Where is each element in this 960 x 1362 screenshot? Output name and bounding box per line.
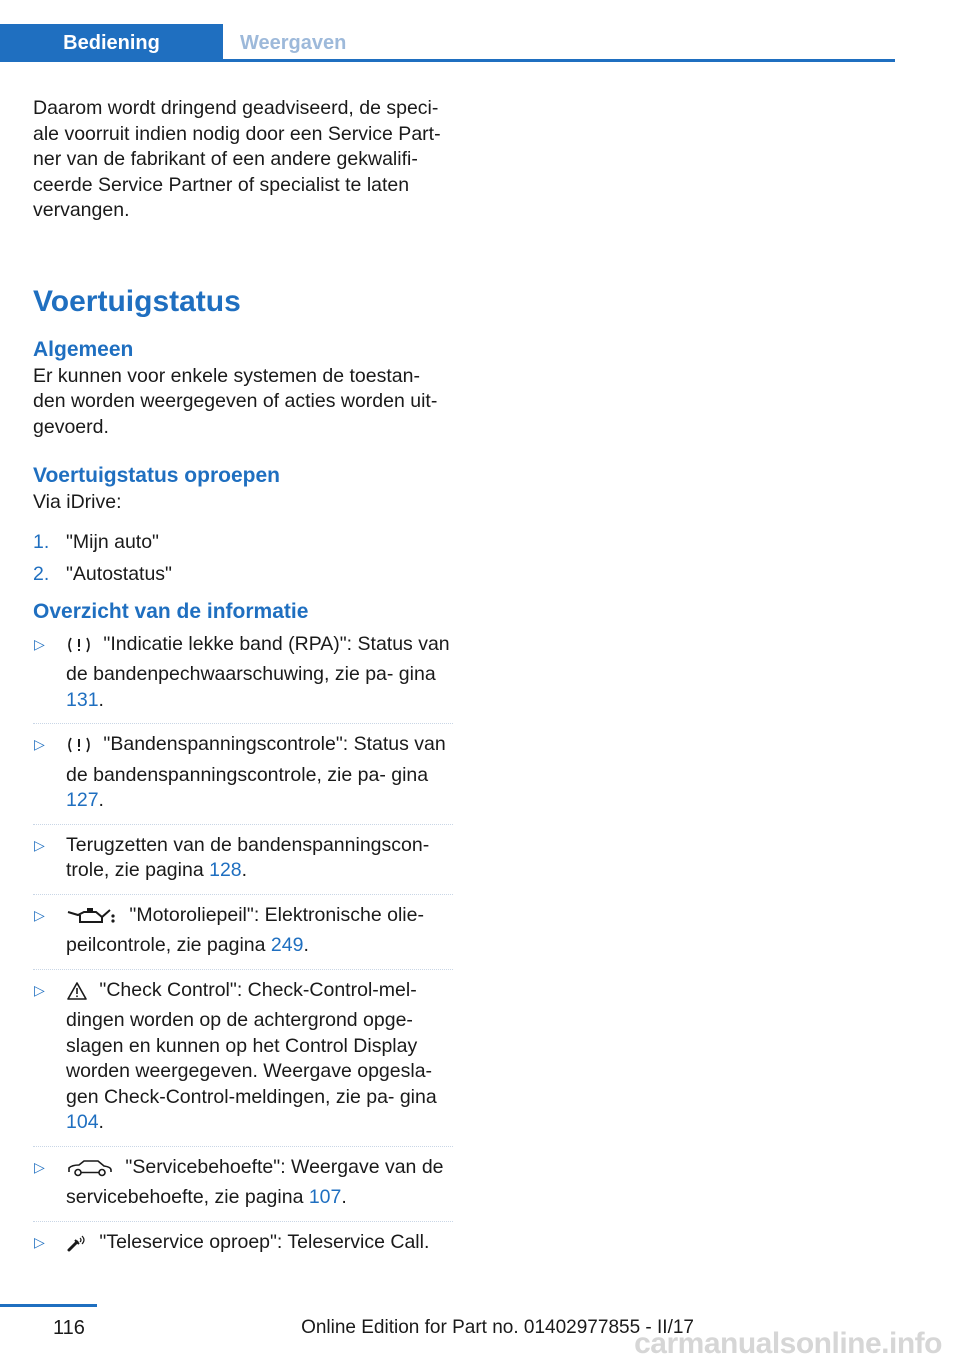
tab-bediening[interactable]: Bediening [0, 24, 223, 62]
list-item [33, 1155, 453, 1222]
item-text: "Check Control": Check-Control-mel‐ dingen worden op de achtergrond opge‐ slagen en kunnen op het Control Display worden weergegeven. Weergave opgesla‐ gen Check-Control-meldingen, zie pa‐ gina [66, 978, 437, 1108]
general-heading: Algemeen [33, 337, 134, 361]
step-label[interactable]: "Mijn auto" [66, 530, 159, 553]
item-end: . [303, 934, 309, 956]
page-number: 116 [53, 1317, 85, 1339]
general-text: Er kunnen voor enkele systemen de toestan‐ den worden weergegeven of acties worden uit‐ gevoerd. [33, 364, 438, 438]
tab-weergaven[interactable]: Weergaven [240, 32, 347, 54]
bullet-icon: ▷ [34, 1233, 45, 1250]
page-link[interactable]: 128 [209, 859, 242, 881]
tire-pressure-icon [66, 735, 92, 763]
content-column [33, 96, 453, 1278]
intro-paragraph: Daarom wordt dringend geadviseerd, de speci‐ ale voorruit indien nodig door een Service Part‐ ner van de fabrikant of een andere gekwalifi‐ ceerde Service Partner of specialist te laten vervangen. [33, 97, 441, 221]
page-link[interactable]: 127 [66, 789, 99, 811]
page-header [0, 0, 895, 62]
page-link[interactable]: 249 [270, 934, 304, 956]
call-up-text: Via iDrive: [33, 491, 122, 513]
step-item [33, 562, 453, 588]
car-service-icon [66, 1158, 114, 1186]
section-title: Voertuigstatus [33, 284, 241, 318]
overview-list [33, 632, 453, 1271]
bullet-icon: ▷ [34, 906, 45, 923]
item-end: . [241, 859, 248, 881]
bullet-icon: ▷ [34, 836, 45, 853]
watermark: carmanualsonline.info [634, 1327, 942, 1360]
step-number: 1. [33, 530, 50, 553]
page-link[interactable]: 131 [66, 688, 99, 711]
list-item [33, 632, 453, 725]
oil-can-icon [66, 906, 118, 934]
bullet-icon: ▷ [34, 635, 45, 652]
item-end: . [98, 688, 104, 711]
item-text: Terugzetten van de bandenspanningscon‐ trole, zie pagina [66, 833, 430, 881]
item-text: "Motoroliepeil": Elektronische olie‐ peilcontrole, zie pagina [66, 903, 424, 956]
item-text: "Teleservice oproep": Teleservice Call. [94, 1230, 430, 1253]
tire-warning-icon [66, 635, 92, 663]
header-divider [0, 59, 895, 62]
list-item [33, 732, 453, 825]
teleservice-icon [66, 1233, 88, 1261]
list-item [33, 903, 453, 970]
footer-divider [0, 1304, 97, 1307]
list-item [33, 978, 453, 1147]
step-item [33, 530, 453, 556]
bullet-icon: ▷ [34, 736, 45, 752]
warning-triangle-icon [66, 981, 88, 1009]
item-text: "Servicebehoefte": Weergave van de servicebehoefte, zie pagina [66, 1155, 444, 1208]
page-link[interactable]: 104 [66, 1111, 99, 1133]
list-item [33, 833, 453, 895]
item-text: "Indicatie lekke band (RPA)": Status van de bandenpechwaarschuwing, zie pa‐ gina [66, 632, 450, 685]
edition-note: Online Edition for Part no. 01402977855 - II/17 [301, 1317, 694, 1338]
step-label[interactable]: "Autostatus" [66, 563, 172, 585]
item-end: . [98, 1111, 104, 1133]
step-number: 2. [33, 563, 50, 585]
bullet-icon: ▷ [34, 981, 45, 998]
item-end: . [98, 789, 104, 811]
call-up-heading: Voertuigstatus oproepen [33, 464, 280, 487]
overview-heading: Overzicht van de informatie [33, 599, 309, 623]
item-end: . [341, 1186, 347, 1208]
bullet-icon: ▷ [34, 1158, 45, 1175]
page-link[interactable]: 107 [308, 1186, 342, 1208]
list-item [33, 1230, 453, 1271]
item-text: "Bandenspanningscontrole": Status van de bandenspanningscontrole, zie pa‐ gina [66, 733, 446, 786]
call-up-steps [33, 530, 453, 588]
